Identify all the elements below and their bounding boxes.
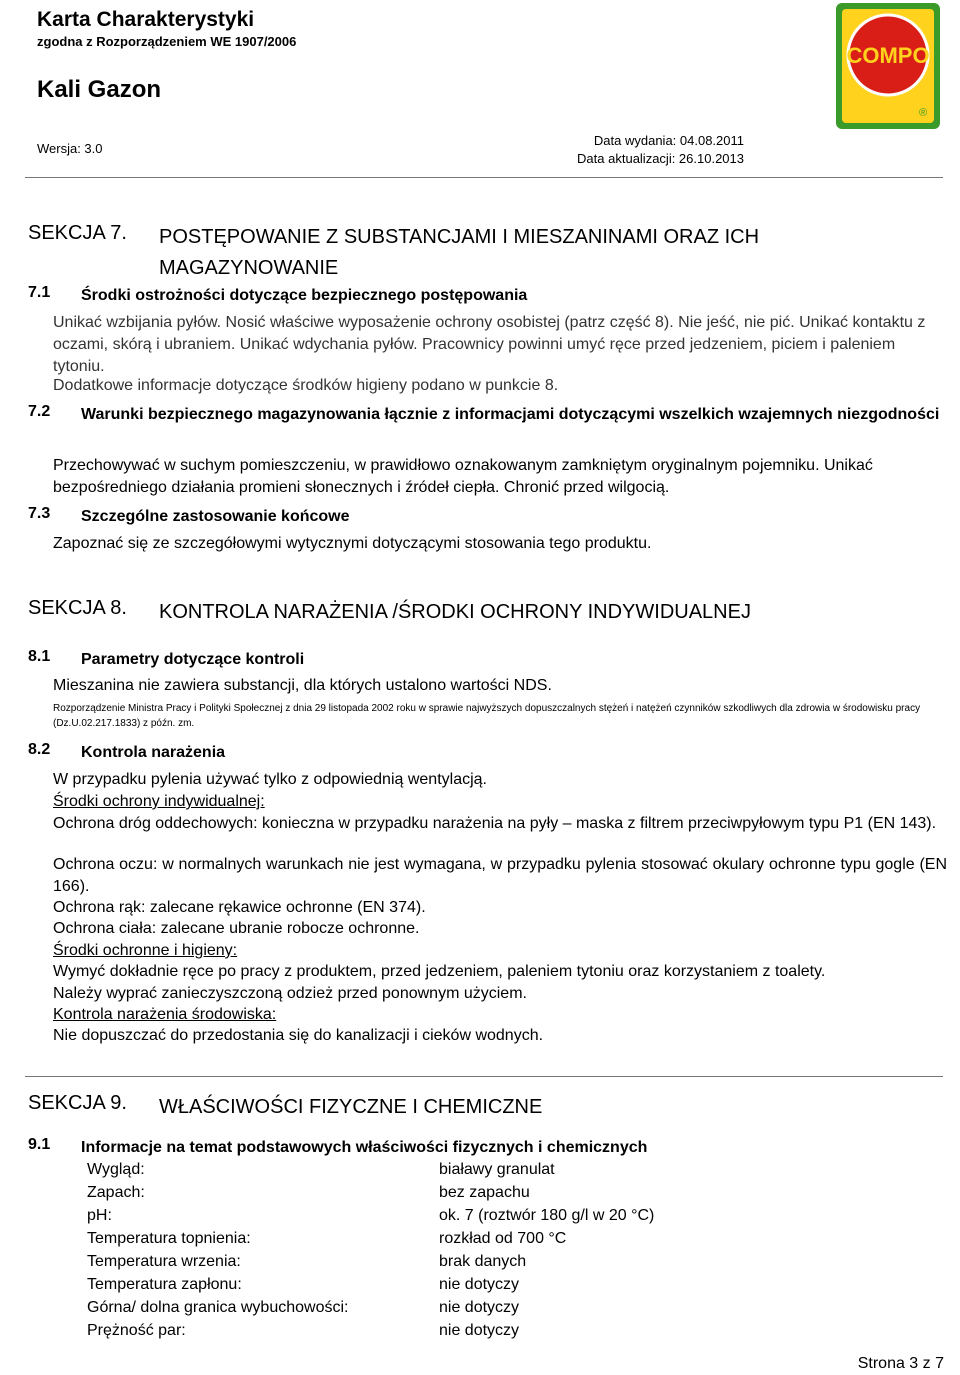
- section-number: SEKCJA 9.: [28, 1092, 127, 1114]
- subsection-title: Kontrola narażenia: [81, 744, 226, 761]
- document-subtitle: zgodna z Rozporządzeniem WE 1907/2006: [37, 34, 297, 49]
- property-value: bez zapachu: [439, 1184, 530, 1201]
- subsection-9-1-heading: [28, 1136, 948, 1159]
- header-rule: [25, 177, 943, 178]
- property-name: Temperatura zapłonu:: [87, 1276, 242, 1293]
- property-value: rozkład od 700 °C: [439, 1230, 567, 1247]
- paragraph: Wymyć dokładnie ręce po pracy z produktem, przed jedzeniem, paleniem tytoniu oraz korzystaniem z toalety.: [53, 963, 826, 980]
- paragraph: Przechowywać w suchym pomieszczeniu, w prawidłowo oznakowanym zamkniętym oryginalnym pojemniku. Unikać bezpośredniego działania promieni słonecznych i źródeł ciepła. Chronić przed wilgocią.: [53, 457, 873, 496]
- version-label: Wersja: 3.0: [37, 141, 103, 156]
- section-number: SEKCJA 8.: [28, 597, 127, 619]
- section-title: KONTROLA NARAŻENIA /ŚRODKI OCHRONY INDYWIDUALNEJ: [159, 601, 751, 623]
- dates-block: [577, 132, 744, 168]
- property-name: Wygląd:: [87, 1161, 145, 1178]
- subsection-title: Środki ostrożności dotyczące bezpiecznego postępowania: [81, 287, 528, 304]
- subsection-number: 8.1: [28, 648, 51, 665]
- update-date: Data aktualizacji: 26.10.2013: [577, 151, 744, 166]
- subsection-number: 9.1: [28, 1136, 51, 1153]
- section-8-heading: [28, 597, 848, 628]
- subsection-title: Warunki bezpiecznego magazynowania łącznie z informacjami dotyczącymi wszelkich wzajemnych niezgodności: [81, 406, 940, 423]
- table-row: [87, 1322, 654, 1345]
- property-value: białawy granulat: [439, 1161, 555, 1178]
- property-value: ok. 7 (roztwór 180 g/l w 20 °C): [439, 1207, 655, 1224]
- subsection-title: Szczególne zastosowanie końcowe: [81, 508, 350, 525]
- subsection-number: 7.2: [28, 403, 51, 420]
- table-row: [87, 1253, 654, 1276]
- property-value: nie dotyczy: [439, 1299, 520, 1316]
- logo-text: COMPO: [846, 43, 930, 68]
- table-row: [87, 1207, 654, 1230]
- section-title: POSTĘPOWANIE Z SUBSTANCJAMI I MIESZANINAMI ORAZ ICH MAGAZYNOWANIE: [159, 226, 760, 279]
- subsection-number: 7.3: [28, 505, 51, 522]
- properties-table: [87, 1161, 654, 1345]
- section-number: SEKCJA 7.: [28, 222, 127, 244]
- paragraph: Ochrona dróg oddechowych: konieczna w przypadku narażenia na pyły – maska z filtrem przeciwpyłowym typu P1 (EN 143).: [53, 815, 937, 832]
- section-title: WŁAŚCIWOŚCI FIZYCZNE I CHEMICZNE: [159, 1096, 543, 1118]
- issue-date: Data wydania: 04.08.2011: [593, 133, 744, 148]
- subsection-7-3-heading: [28, 505, 948, 528]
- property-name: Górna/ dolna granica wybuchowości:: [87, 1299, 349, 1316]
- property-value: nie dotyczy: [439, 1276, 520, 1293]
- logo-registered-mark: ®: [918, 107, 928, 119]
- paragraph: Ochrona oczu: w normalnych warunkach nie jest wymagana, w przypadku pylenia stosować okulary ochronne typu gogle (EN 166).: [53, 856, 947, 895]
- property-value: brak danych: [439, 1253, 527, 1270]
- section-rule: [25, 1076, 943, 1077]
- table-row: [87, 1161, 654, 1184]
- paragraph: Zapoznać się ze szczegółowymi wytycznymi dotyczącymi stosowania tego produktu.: [53, 535, 652, 552]
- subsection-7-2-heading: [28, 403, 948, 426]
- subsection-7-1-heading: [28, 284, 948, 307]
- property-value: nie dotyczy: [439, 1322, 520, 1339]
- property-name: Zapach:: [87, 1184, 145, 1201]
- underlined-heading: Środki ochronne i higieny:: [53, 942, 238, 959]
- regulation-note: Rozporządzenie Ministra Pracy i Polityki Społecznej z dnia 29 listopada 2002 roku w sprawie najwyższych dopuszczalnych stężeń i natężeń czynników szkodliwych dla zdrowia w środowisku pracy (Dz.U.02.217.1833) z późn. zm.: [53, 703, 921, 729]
- property-name: Temperatura topnienia:: [87, 1230, 251, 1247]
- paragraph: Mieszanina nie zawiera substancji, dla których ustalono wartości NDS.: [53, 677, 552, 694]
- subsection-8-1-heading: [28, 648, 948, 671]
- table-row: [87, 1184, 654, 1207]
- subsection-title: Parametry dotyczące kontroli: [81, 651, 305, 668]
- subsection-8-2-heading: [28, 741, 948, 764]
- paragraph: Ochrona ciała: zalecane ubranie robocze ochronne.: [53, 920, 420, 937]
- section-9-heading: [28, 1092, 848, 1123]
- property-name: pH:: [87, 1207, 112, 1224]
- underlined-heading: Środki ochrony indywidualnej:: [53, 793, 265, 810]
- page-number: Strona 3 z 7: [857, 1355, 944, 1372]
- compo-logo: [836, 3, 940, 129]
- section-7-heading: [28, 222, 848, 284]
- property-name: Prężność par:: [87, 1322, 186, 1339]
- property-name: Temperatura wrzenia:: [87, 1253, 241, 1270]
- table-row: [87, 1230, 654, 1253]
- paragraph: Unikać wzbijania pyłów. Nosić właściwe wyposażenie ochrony osobistej (patrz część 8). Nie jeść, nie pić. Unikać kontaktu z oczami, skórą i ubraniem. Unikać wdychania pyłów. Pracownicy powinni umyć ręce przed jedzeniem, piciem i paleniem tytoniu.: [53, 314, 926, 375]
- subsection-number: 8.2: [28, 741, 51, 758]
- product-name: Kali Gazon: [37, 76, 162, 103]
- subsection-number: 7.1: [28, 284, 51, 301]
- table-row: [87, 1276, 654, 1299]
- paragraph: Ochrona rąk: zalecane rękawice ochronne (EN 374).: [53, 899, 426, 916]
- paragraph: W przypadku pylenia używać tylko z odpowiednią wentylacją.: [53, 771, 487, 788]
- underlined-heading: Kontrola narażenia środowiska:: [53, 1006, 277, 1023]
- paragraph: Nie dopuszczać do przedostania się do kanalizacji i cieków wodnych.: [53, 1027, 544, 1044]
- paragraph: Dodatkowe informacje dotyczące środków higieny podano w punkcie 8.: [53, 377, 559, 394]
- document-title: Karta Charakterystyki: [37, 8, 255, 31]
- subsection-title: Informacje na temat podstawowych właściwości fizycznych i chemicznych: [81, 1139, 648, 1156]
- table-row: [87, 1299, 654, 1322]
- paragraph: Należy wyprać zanieczyszczoną odzież przed ponownym użyciem.: [53, 985, 527, 1002]
